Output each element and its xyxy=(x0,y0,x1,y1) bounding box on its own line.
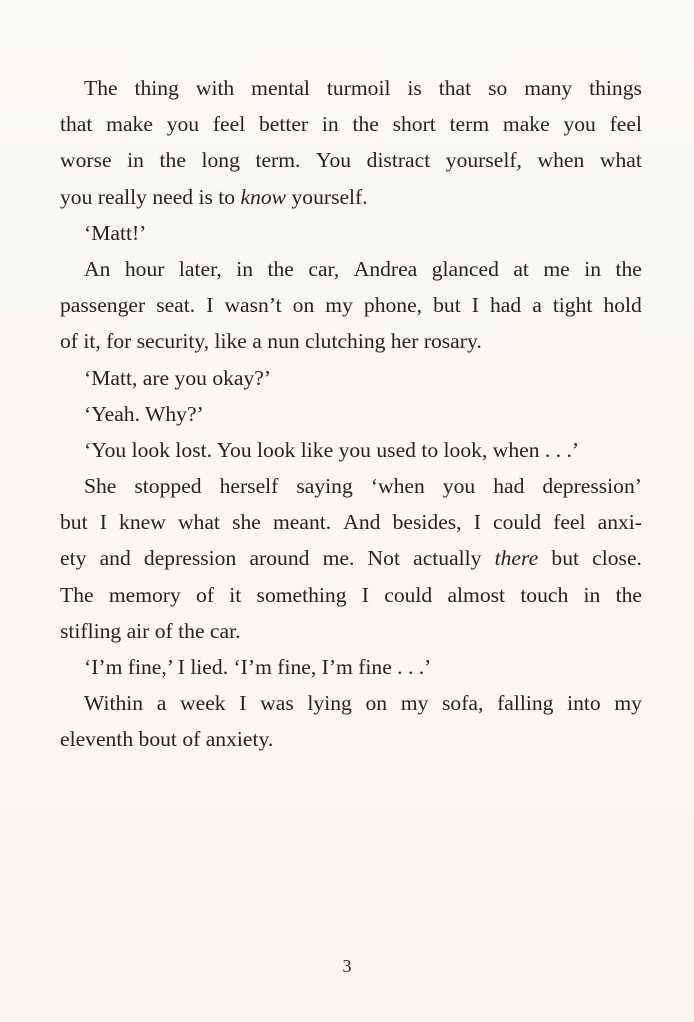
text-line: Within a week I was lying on my sofa, falling into my xyxy=(84,691,642,716)
body-text xyxy=(60,70,642,758)
text-line: An hour later, in the car, Andrea glanced at me in the xyxy=(84,256,642,281)
paragraph xyxy=(60,215,642,251)
text-line: eleventh bout of anxiety. xyxy=(60,727,274,752)
text-line: of it, for security, like a nun clutching her rosary. xyxy=(60,329,482,354)
paragraph xyxy=(60,360,642,396)
paragraph xyxy=(60,432,642,468)
paragraph xyxy=(60,649,642,685)
text-line: ety and depression around me. Not actually there but close. xyxy=(60,546,642,571)
paragraph xyxy=(60,396,642,432)
text-line: ‘Matt!’ xyxy=(84,220,147,245)
text-line: ‘I’m fine,’ I lied. ‘I’m fine, I’m fine . . .’ xyxy=(84,655,432,679)
paragraph xyxy=(60,468,642,649)
text-line: ‘You look lost. You look like you used to look, when . . .’ xyxy=(84,437,580,462)
text-line: you really need is to know yourself. xyxy=(60,184,368,209)
text-line: worse in the long term. You distract yourself, when what xyxy=(60,148,642,173)
text-line: stifling air of the car. xyxy=(60,618,241,643)
paragraph xyxy=(60,251,642,360)
paragraph xyxy=(60,70,642,215)
text-line: She stopped herself saying ‘when you had depression’ xyxy=(84,474,642,499)
text-line: The thing with mental turmoil is that so many things xyxy=(84,76,642,100)
paragraph xyxy=(60,685,642,757)
text-line: ‘Yeah. Why?’ xyxy=(84,401,204,426)
page-number: 3 xyxy=(342,956,352,976)
text-line: but I knew what she meant. And besides, I could feel anxi- xyxy=(60,510,642,535)
text-line: ‘Matt, are you okay?’ xyxy=(84,365,272,390)
text-line: that make you feel better in the short term make you feel xyxy=(60,112,642,137)
text-line: passenger seat. I wasn’t on my phone, but I had a tight hold xyxy=(60,293,642,318)
text-line: The memory of it something I could almost touch in the xyxy=(60,582,642,607)
